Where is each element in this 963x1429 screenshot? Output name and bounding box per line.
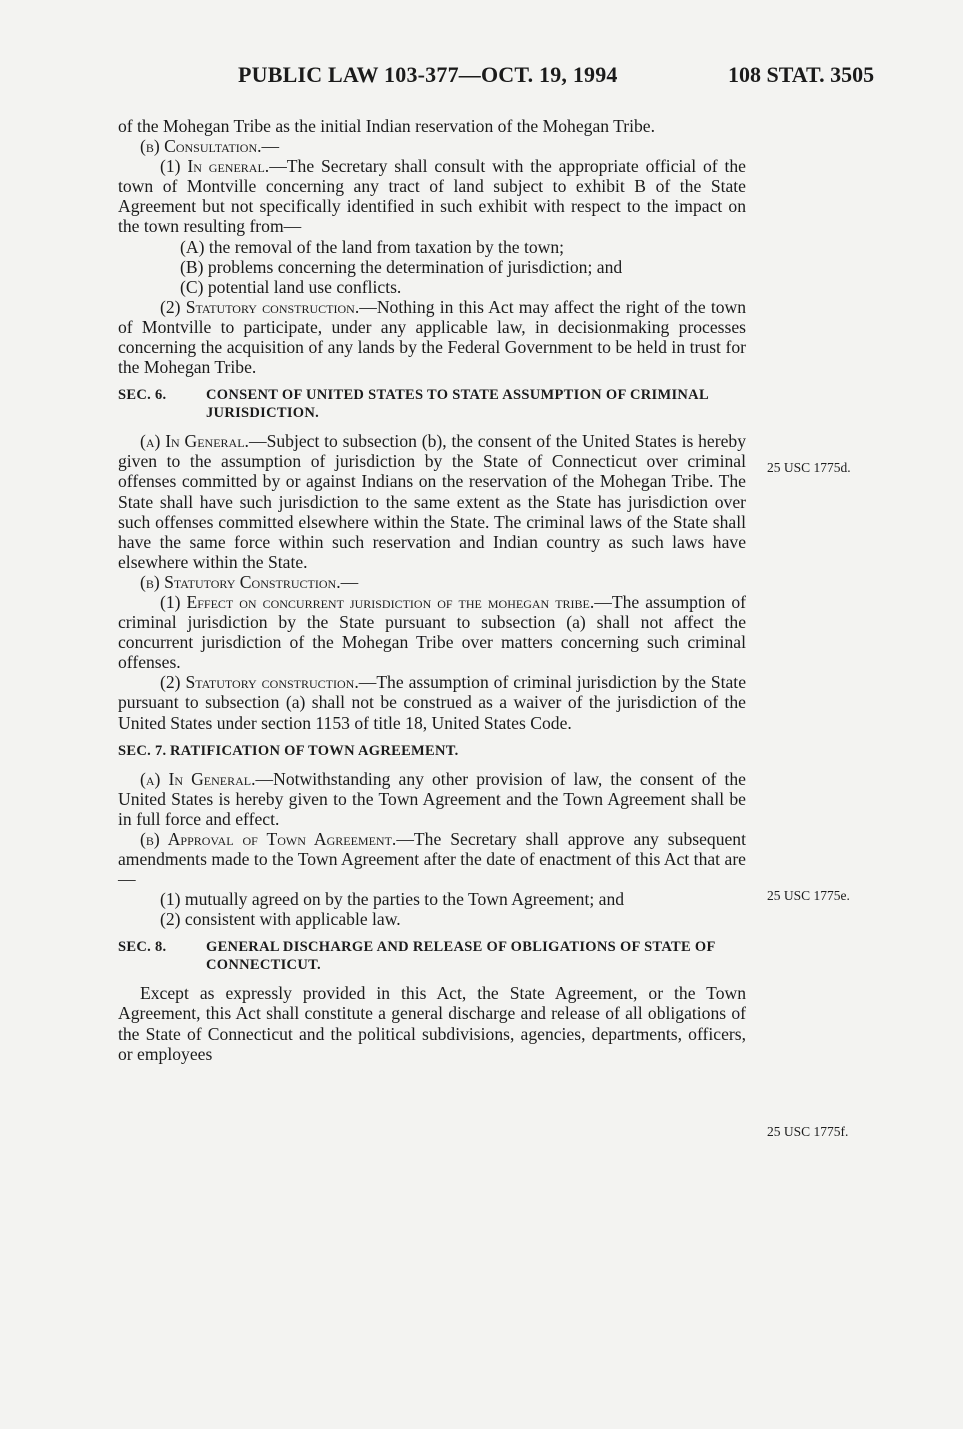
page-header (0, 62, 963, 92)
paragraph-text: —The assumption of criminal jurisdiction by the State pursuant to subsection (a) shall not be construed as a waiver of the jurisdiction of the United States under section 1153 of title 18, United States Code. (118, 672, 747, 733)
paragraph-consult-1 (118, 156, 746, 236)
subsection-b-consultation-heading: (b) Consultation.— (140, 136, 280, 157)
header-stat-page: 108 STAT. 3505 (728, 62, 875, 87)
clause-b: (B) problems concerning the determination of jurisdiction; and (180, 256, 623, 277)
section-title: CONSENT OF UNITED STATES TO STATE ASSUMPTION OF CRIMINAL JURISDICTION. (206, 387, 709, 422)
paragraph-text: —The Secretary shall consult with the appropriate official of the town of Montville concerning any tract of land subject to exhibit B of the State Agreement but not specifically identified in such exhibit with respect to the impact on the town resulting from— (118, 156, 746, 237)
section-7-b-2: (2) consistent with applicable law. (160, 909, 401, 930)
paragraph-text: —Notwithstanding any other provision of law, the consent of the United States is hereby given to the Town Agreement and the Town Agreement shall be in full force and effect. (118, 768, 746, 829)
header-title: PUBLIC LAW 103-377—OCT. 19, 1994 (238, 62, 618, 87)
paragraph-text: —The Secretary shall approve any subsequent amendments made to the Town Agreement after the date of enactment of this Act that are— (118, 828, 746, 890)
clause-a: (A) the removal of the land from taxation by the town; (180, 236, 565, 257)
section-8-text: Except as expressly provided in this Act, the State Agreement, or the Town Agreement, this Act shall constitute a general discharge and release of all obligations of the State of Connecticut and the political subdivisions, agencies, departments, officers, or employees (118, 983, 746, 1064)
paragraph-label: (a) In General. (140, 768, 256, 789)
paragraph-continuation: of the Mohegan Tribe as the initial Indian reservation of the Mohegan Tribe. (118, 116, 656, 136)
paragraph-text: —Nothing in this Act may affect the right of the town of Montville to participate, under any applicable law, in decisionmaking processes concerning the acquisition of any lands by the Federal Government to be held in trust for the Mohegan Tribe. (118, 296, 747, 378)
section-title: GENERAL DISCHARGE AND RELEASE OF OBLIGATIONS OF STATE OF CONNECTICUT. (206, 939, 716, 974)
section-6-subsection-a (118, 431, 746, 572)
section-number: SEC. 7. (118, 742, 167, 759)
section-7-heading (118, 742, 746, 760)
margin-note-sec7: 25 USC 1775e. (767, 888, 850, 903)
paragraph-label: (b) Approval of Town Agreement. (140, 828, 397, 849)
document-body (118, 116, 746, 1064)
paragraph-label: (1) In general. (160, 156, 270, 177)
section-8-heading (118, 938, 746, 974)
paragraph-text: —The assumption of criminal jurisdiction by the State pursuant to subsection (a) shall not affect the concurrent jurisdiction of the Mohegan Tribe over matters concerning such criminal offenses. (118, 591, 746, 673)
paragraph-consult-2 (118, 297, 746, 377)
paragraph-label: (1) Effect on concurrent jurisdiction of the mohegan tribe. (160, 591, 595, 612)
section-title: RATIFICATION OF TOWN AGREEMENT. (170, 742, 459, 759)
clause-c: (C) potential land use conflicts. (180, 276, 402, 297)
paragraph-label: (2) Statutory construction. (160, 672, 359, 693)
section-6-subsection-b-heading: (b) Statutory Construction.— (140, 571, 359, 592)
margin-note-sec8: 25 USC 1775f. (767, 1124, 849, 1139)
paragraph-text: —Subject to subsection (b), the consent of the United States is hereby given to the assumption of jurisdiction by the State of Connecticut over criminal offenses committed by or against Indians on the reservation of the Mohegan Tribe. The State shall have such jurisdiction to the same extent as the State has jurisdiction over such offenses committed elsewhere within the State. The criminal laws of the State shall have the same force within such reservation and Indian country as such laws have elsewhere within the State. (118, 431, 746, 572)
paragraph-label: (a) In General. (140, 431, 249, 452)
section-6-heading (118, 386, 746, 422)
section-6-b-2 (118, 672, 746, 732)
margin-note-sec6: 25 USC 1775d. (767, 460, 851, 475)
section-7-subsection-a (118, 769, 746, 829)
section-6-b-1 (118, 592, 746, 672)
paragraph-label: (2) Statutory construction. (160, 296, 360, 317)
section-7-subsection-b (118, 829, 746, 889)
section-number: SEC. 6. (118, 387, 167, 404)
section-number: SEC. 8. (118, 939, 167, 956)
section-7-b-1: (1) mutually agreed on by the parties to the Town Agreement; and (160, 889, 625, 910)
